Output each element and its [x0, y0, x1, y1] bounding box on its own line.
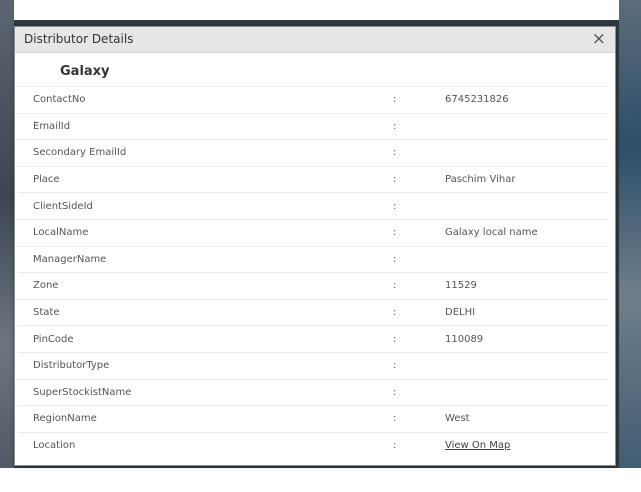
row-separator: :: [393, 280, 397, 292]
row-value: DELHI: [445, 307, 476, 319]
row-zone: [18, 273, 608, 300]
row-label: ClientSideId: [33, 200, 93, 212]
row-value: [445, 113, 608, 140]
row-manager-name: [18, 246, 608, 273]
row-label: DistributorType: [33, 360, 110, 372]
row-contact-no: [18, 87, 608, 114]
view-on-map-link[interactable]: View On Map: [445, 440, 511, 452]
row-separator: :: [393, 147, 397, 159]
row-value: 110089: [445, 333, 484, 345]
row-separator: :: [393, 253, 397, 265]
row-state: [18, 299, 608, 326]
row-separator: :: [393, 227, 397, 239]
row-value: [445, 352, 608, 379]
row-value: 11529: [445, 280, 477, 292]
row-label: PinCode: [33, 333, 74, 345]
row-label: Location: [33, 440, 76, 452]
row-value: Galaxy local name: [445, 227, 538, 239]
page-background-top: [0, 0, 641, 20]
row-value: [445, 246, 608, 273]
row-region-name: [18, 406, 608, 433]
row-value: [445, 379, 608, 406]
row-separator: :: [393, 333, 397, 345]
page-background-bottom: [0, 468, 641, 492]
row-separator: :: [393, 120, 397, 132]
row-separator: :: [393, 386, 397, 398]
row-distributor-type: [18, 352, 608, 379]
row-label: Secondary EmailId: [33, 147, 127, 159]
row-label: State: [33, 307, 60, 319]
row-label: ManagerName: [33, 253, 107, 265]
row-label: SuperStockistName: [33, 386, 132, 398]
row-separator: :: [393, 94, 397, 106]
modal-header: [15, 27, 615, 53]
row-separator: :: [393, 174, 397, 186]
row-secondary-email-id: [18, 140, 608, 167]
row-label: RegionName: [33, 413, 97, 425]
row-label: ContactNo: [33, 94, 86, 106]
row-separator: :: [393, 413, 397, 425]
row-location: [18, 432, 608, 459]
row-value: [445, 140, 608, 167]
modal-title: Distributor Details: [24, 32, 134, 46]
row-client-side-id: [18, 193, 608, 220]
row-separator: :: [393, 307, 397, 319]
row-super-stockist-name: [18, 379, 608, 406]
row-local-name: [18, 219, 608, 246]
page-background-left: [0, 0, 14, 492]
details-table: [18, 86, 608, 459]
distributor-details-modal: [14, 26, 616, 466]
row-separator: :: [393, 360, 397, 372]
page-background-right: [619, 0, 641, 492]
row-separator: :: [393, 200, 397, 212]
row-place: [18, 166, 608, 193]
row-label: EmailId: [33, 120, 71, 132]
row-email-id: [18, 113, 608, 140]
row-pin-code: [18, 326, 608, 353]
row-value: 6745231826: [445, 94, 509, 106]
row-value: West: [445, 413, 470, 425]
row-separator: :: [393, 440, 397, 452]
row-label: LocalName: [33, 227, 89, 239]
row-value: [445, 193, 608, 220]
close-icon[interactable]: ×: [591, 29, 606, 49]
row-label: Zone: [33, 280, 59, 292]
distributor-name: Galaxy: [60, 64, 110, 79]
row-value: Paschim Vihar: [445, 174, 516, 186]
row-label: Place: [33, 174, 60, 186]
row-value: [445, 432, 608, 459]
